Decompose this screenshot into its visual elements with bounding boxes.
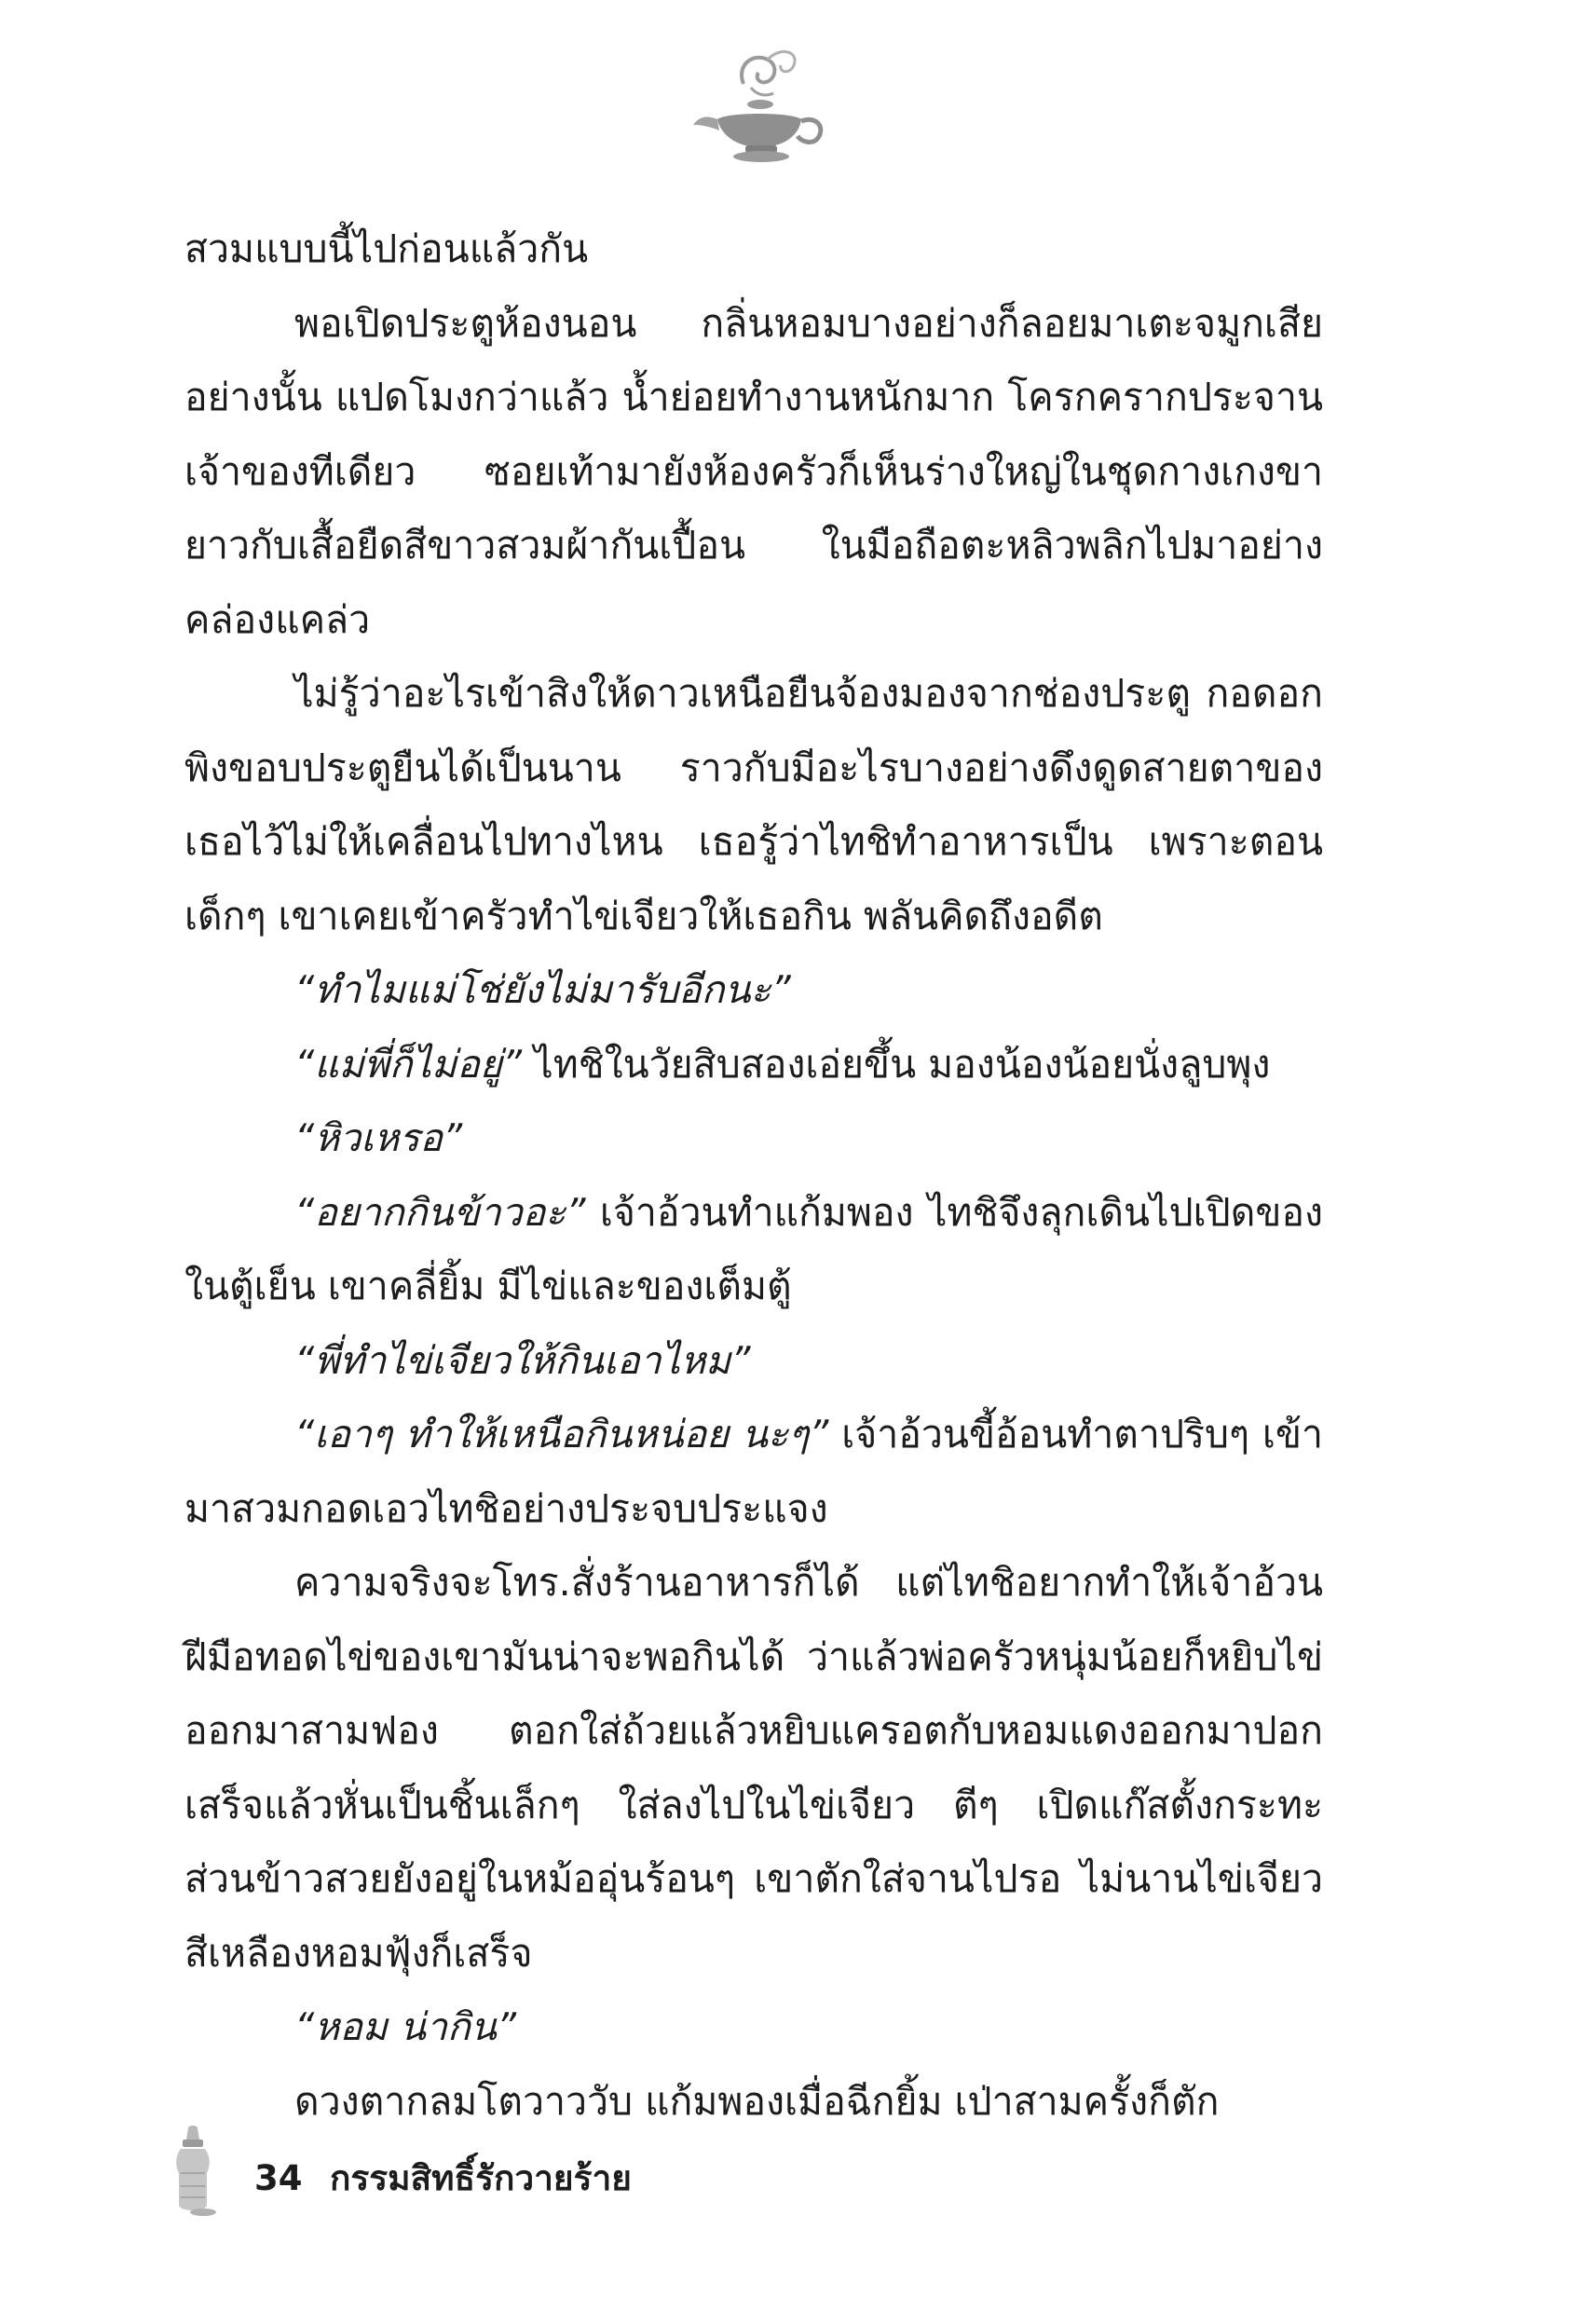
paragraph: สวมแบบนี้ไปก่อนแล้วกัน [184,226,589,271]
narration: เจ้าอ้วนทำแก้มพอง ไทชิจึงลุกเดินไปเปิดของในตู้เย็น เขาคลี่ยิ้ม มีไข่และของเต็มตู้ [184,1189,1323,1308]
dialogue-line: “พี่ทำไข่เจียวให้กินเอาไหม” [294,1337,751,1383]
genie-lamp-ornament-icon [689,47,829,168]
paragraph: ความจริงจะโทร.สั่งร้านอาหารก็ได้ แต่ไทชิอยากทำให้เจ้าอ้วนฝีมือทอดไข่ของเขามันน่าจะพอกินได้ ว่าแล้วพ่อครัวหนุ่มน้อยก็หยิบไข่ออกมาสามฟอง ตอกใส่ถ้วยแล้วหยิบแครอตกับหอมแดงออกมาปอกเสร็จแล้วหั่นเป็นชิ้นเล็กๆ ใส่ลงไปในไข่เจียว ตีๆ เปิดแก๊สตั้งกระทะ ส่วนข้าวสวยยังอยู่ในหม้ออุ่นร้อนๆ เขาตักใส่จานไปรอ ไม่นานไข่เจียวสีเหลืองหอมฟุ้งก็เสร็จ [184,1560,1323,1976]
narration: ไทชิในวัยสิบสองเอ่ยขึ้น มองน้องน้อยนั่งลูบพุง [522,1041,1271,1087]
paragraph: ไม่รู้ว่าอะไรเข้าสิงให้ดาวเหนือยืนจ้องมองจากช่องประตู กอดอกพิงขอบประตูยืนได้เป็นนาน ราวกับมีอะไรบางอย่างดึงดูดสายตาของเธอไว้ไม่ให้เคลื่อนไปทางไหน เธอรู้ว่าไทชิทำอาหารเป็น เพราะตอนเด็กๆ เขาเคยเข้าครัวทำไข่เจียวให้เธอกิน พลันคิดถึงอดีต [184,671,1323,938]
page-number: 34 [254,2158,303,2198]
dialogue-quote: “เอาๆ ทำให้เหนือกินหน่อย นะๆ” [294,1412,829,1456]
paragraph: พอเปิดประตูห้องนอน กลิ่นหอมบางอย่างก็ลอยมาเตะจมูกเสียอย่างนั้น แปดโมงกว่าแล้ว น้ำย่อยทำงานหนักมาก โครกครากประจานเจ้าของทีเดียว ซอยเท้ามายังห้องครัวก็เห็นร่างใหญ่ในชุดกางเกงขายาวกับเสื้อยืดสีขาวสวมผ้ากันเปื้อน ในมือถือตะหลิวพลิกไปมาอย่างคล่องแคล่ว [184,300,1323,642]
baby-bottle-icon [166,2125,222,2218]
dialogue-paragraph [184,1398,1323,1546]
dialogue-paragraph [184,1176,1323,1324]
narration: เจ้าอ้วนขี้อ้อนทำตาปริบๆ เข้ามาสวมกอดเอวไทชิอย่างประจบประแจง [184,1412,1323,1531]
dialogue-line: “หิวเหรอ” [294,1115,463,1160]
dialogue-line: “หอม น่ากิน” [294,2004,517,2049]
book-title: กรรมสิทธิ์รักวายร้าย [330,2158,632,2198]
dialogue-quote: “อยากกินข้าวอะ” [294,1189,586,1235]
dialogue-paragraph [184,1028,1323,1102]
dialogue-line: “ทำไมแม่โช่ยังไม่มารับอีกนะ” [294,967,791,1012]
body-text [184,212,1323,2139]
page-footer [166,2125,818,2218]
dialogue-quote: “แม่พี่ก็ไม่อยู่” [294,1041,523,1087]
paragraph: ดวงตากลมโตวาววับ แก้มพองเมื่อฉีกยิ้ม เป่าสามครั้งก็ตัก [294,2078,1220,2124]
